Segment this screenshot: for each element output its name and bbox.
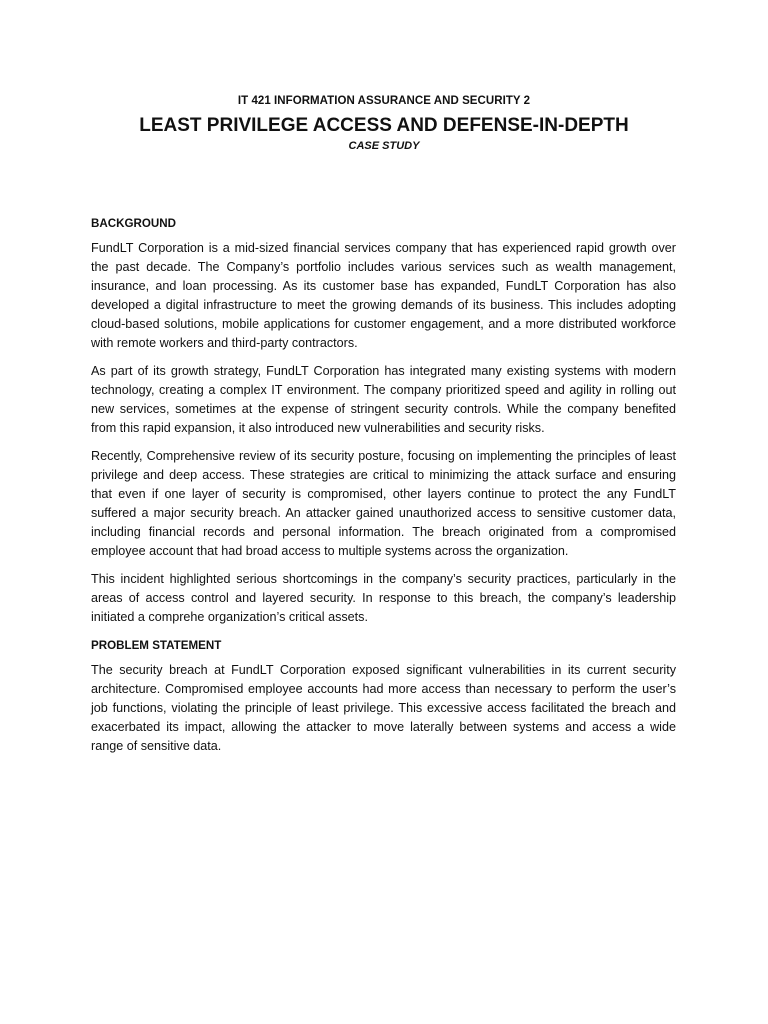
section-heading: PROBLEM STATEMENT (91, 639, 222, 652)
paragraph: FundLT Corporation is a mid-sized financial services company that has experienced rapid growth over the past decade. The Company’s portfolio includes various services such as wealth management, insurance, and loan processing. As its customer base has expanded, FundLT Corporation has also developed a digital infrastructure to meet the growing demands of its business. This includes adopting cloud-based solutions, mobile applications for customer engagement, and a more distributed workforce with remote workers and third-party contractors. (91, 241, 676, 350)
paragraph: As part of its growth strategy, FundLT Corporation has integrated many existing systems with modern technology, creating a complex IT environment. The company prioritized speed and agility in rolling out new services, sometimes at the expense of stringent security controls. While the company benefited from this rapid expansion, it also introduced new vulnerabilities and security risks. (91, 364, 676, 435)
paragraph: The security breach at FundLT Corporation exposed significant vulnerabilities in its current security architecture. Compromised employee accounts had more access than necessary to perform the user’s job functions, violating the principle of least privilege. This excessive access facilitated the breach and exacerbated its impact, allowing the attacker to move laterally between systems and access a wide range of sensitive data. (91, 663, 676, 753)
section-heading: BACKGROUND (91, 217, 177, 230)
section-background (91, 214, 676, 627)
paragraph: Recently, Comprehensive review of its security posture, focusing on implementing the principles of least privilege and deep access. These strategies are critical to minimizing the attack surface and ensuring that even if one layer of security is compromised, other layers continue to protect the any FundLT suffered a major security breach. An attacker gained unauthorized access to sensitive customer data, including financial records and personal information. The breach originated from a compromised employee account that had broad access to multiple systems across the organization. (91, 449, 676, 558)
main-title: LEAST PRIVILEGE ACCESS AND DEFENSE-IN-DEPTH (139, 115, 629, 136)
course-title: IT 421 INFORMATION ASSURANCE AND SECURITY 2 (237, 95, 531, 107)
document-header (0, 94, 768, 153)
section-problem-statement (91, 636, 676, 756)
subtitle: CASE STUDY (348, 140, 420, 152)
document-body (91, 214, 676, 765)
paragraph: This incident highlighted serious shortcomings in the company’s security practices, particularly in the areas of access control and layered security. In response to this breach, the company’s leadership initiated a comprehe organization’s critical assets. (91, 572, 676, 624)
